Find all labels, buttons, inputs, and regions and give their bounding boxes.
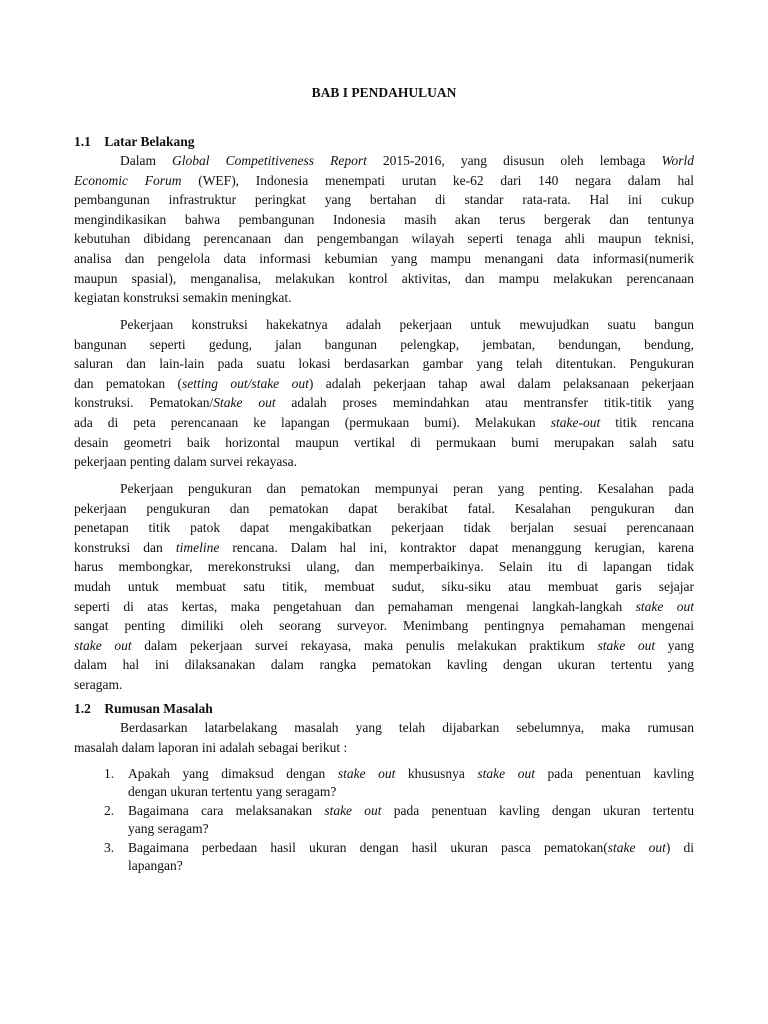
list-number: 2. bbox=[104, 803, 115, 818]
text-run: Pekerjaan konstruksi hakekatnya adalah pekerjaan untuk mewujudkan suatu bangun bbox=[120, 317, 694, 332]
text-line bbox=[74, 171, 694, 191]
text-run: rencana. Dalam hal ini, kontraktor dapat menanggung kerugian, karena bbox=[219, 539, 694, 555]
text-run: mudah untuk membuat satu titik, membuat sudut, siku-siku atau membuat garis sejajar bbox=[74, 578, 694, 594]
text-run: dalam hal ini dilaksanakan dalam rangka pematokan kavling dengan ukuran tertentu yang bbox=[74, 657, 694, 673]
text-run: mengindikasikan bahwa pembangunan Indonesia masih akan terus bergerak dan tentunya bbox=[74, 211, 694, 227]
text-run: ) di bbox=[665, 840, 695, 855]
text-run: pada penentuan kavling dengan ukuran tertentu bbox=[381, 803, 694, 818]
text-run: konstruksi dan bbox=[74, 539, 176, 555]
italic-term: Stake out bbox=[213, 395, 276, 411]
text-line bbox=[74, 315, 694, 335]
section-number: 1.2 bbox=[74, 701, 91, 716]
text-run: adalah proses memindahkan atau mentransfer titik-titik yang bbox=[275, 395, 694, 411]
text-run: analisa dan pengelola data informasi kebumian yang mampu menangani data informasi(numerik bbox=[74, 250, 694, 266]
text-run: masalah dalam laporan ini adalah sebagai berikut : bbox=[74, 739, 348, 755]
section-heading-1-2 bbox=[74, 701, 213, 717]
text-line bbox=[74, 636, 694, 656]
italic-term: World bbox=[661, 153, 694, 168]
text-line bbox=[128, 839, 694, 857]
text-line bbox=[74, 518, 694, 538]
text-run: ada di peta perencanaan ke lapangan (permukaan bumi). Melakukan bbox=[74, 414, 551, 430]
text-run: kebutuhan dibidang perencanaan dan pengembangan wilayah seperti tenaga ahli maupun teknisi, bbox=[74, 231, 694, 247]
text-run: dan pematokan ( bbox=[74, 375, 183, 391]
italic-term: stake out bbox=[337, 766, 396, 781]
text-run: pembangunan infrastruktur peringkat yang bertahan di standar rata-rata. Hal ini cukup bbox=[74, 192, 694, 208]
text-run: yang bbox=[655, 637, 694, 653]
paragraph bbox=[74, 718, 694, 757]
text-line bbox=[128, 802, 694, 820]
text-run: lapangan? bbox=[128, 857, 183, 873]
list-number: 1. bbox=[104, 766, 115, 781]
numbered-list bbox=[104, 765, 694, 876]
italic-term: stake out bbox=[597, 637, 656, 653]
text-line bbox=[74, 557, 694, 577]
text-run: titik rencana bbox=[600, 414, 694, 430]
text-line bbox=[74, 616, 694, 636]
text-line bbox=[128, 857, 694, 875]
text-line bbox=[74, 210, 694, 230]
text-run: saluran dan lain-lain pada suatu lokasi berdasarkan gambar yang telah ditentukan. Pengukuran bbox=[74, 356, 694, 372]
text-run: penetapan titik patok dapat mengakibatkan pekerjaan tidak berjalan sesuai perencanaan bbox=[74, 520, 694, 536]
text-run: pada penentuan kavling bbox=[534, 766, 694, 781]
text-line bbox=[74, 335, 694, 355]
text-run: kegiatan konstruksi semakin meningkat. bbox=[74, 290, 292, 306]
text-line bbox=[74, 499, 694, 519]
text-run: sangat penting dimiliki oleh seorang surveyor. Menimbang pentingnya pemahaman mengenai bbox=[74, 618, 694, 634]
text-run: Berdasarkan latarbelakang masalah yang telah dijabarkan sebelumnya, maka rumusan bbox=[120, 720, 694, 735]
italic-term: stake out bbox=[635, 598, 694, 614]
italic-term: stake-out bbox=[550, 414, 601, 430]
text-line bbox=[74, 718, 694, 738]
text-run: 2015-2016, yang disusun oleh lembaga bbox=[366, 153, 662, 168]
list-item bbox=[104, 802, 694, 837]
text-run: dengan ukuran tertentu yang seragam? bbox=[128, 783, 337, 799]
text-run: Pekerjaan pengukuran dan pematokan mempunyai peran yang penting. Kesalahan pada bbox=[120, 481, 694, 496]
text-run: konstruksi. Pematokan/ bbox=[74, 395, 214, 411]
italic-term: stake out bbox=[324, 803, 382, 818]
italic-term: Economic Forum bbox=[74, 172, 182, 188]
text-run: bangunan seperti gedung, jalan bangunan pelengkap, jembatan, bendungan, bendung, bbox=[74, 336, 694, 352]
italic-term: stake out bbox=[74, 637, 132, 653]
text-line bbox=[74, 190, 694, 210]
text-line bbox=[74, 354, 694, 374]
section-title: Latar Belakang bbox=[104, 134, 195, 149]
text-line bbox=[74, 479, 694, 499]
text-line bbox=[74, 269, 694, 289]
text-run: Bagaimana perbedaan hasil ukuran dengan hasil ukuran pasca pematokan( bbox=[128, 840, 608, 855]
text-line bbox=[74, 577, 694, 597]
section-number: 1.1 bbox=[74, 134, 91, 149]
text-line bbox=[128, 783, 694, 801]
text-run: Apakah yang dimaksud dengan bbox=[128, 766, 338, 781]
text-run: khususnya bbox=[395, 766, 478, 781]
text-line bbox=[74, 655, 694, 675]
text-run: Bagaimana cara melaksanakan bbox=[128, 803, 325, 818]
text-run: harus membongkar, merekonstruksi ulang, dan memperbaikinya. Selain itu di lapangan tidak bbox=[74, 559, 694, 575]
text-line bbox=[74, 433, 694, 453]
italic-term: stake out bbox=[477, 766, 535, 781]
text-line bbox=[74, 538, 694, 558]
text-run: ) adalah pekerjaan tahap awal dalam pelaksanaan pekerjaan bbox=[308, 375, 694, 391]
text-line bbox=[74, 151, 694, 171]
section-title: Rumusan Masalah bbox=[104, 701, 213, 716]
text-line bbox=[74, 452, 694, 472]
text-line bbox=[74, 597, 694, 617]
text-line bbox=[74, 229, 694, 249]
paragraph bbox=[74, 151, 694, 308]
list-number: 3. bbox=[104, 840, 115, 855]
text-line bbox=[74, 393, 694, 413]
italic-term: stake out bbox=[607, 840, 666, 855]
text-run: Dalam bbox=[120, 153, 173, 168]
text-run: pekerjaan pengukuran dan pematokan dapat berakibat fatal. Kesalahan pengukuran dan bbox=[74, 500, 694, 516]
text-line bbox=[74, 413, 694, 433]
text-run: dalam pekerjaan survei rekayasa, maka penulis melakukan praktikum bbox=[131, 637, 598, 653]
paragraph bbox=[74, 479, 694, 695]
paragraph bbox=[74, 315, 694, 472]
text-run: seperti di atas kertas, maka pengetahuan dan pemahaman mengenai langkah-langkah bbox=[74, 598, 636, 614]
text-run: seragam. bbox=[74, 676, 123, 692]
text-line bbox=[74, 288, 694, 308]
list-item bbox=[104, 839, 694, 874]
text-line bbox=[128, 765, 694, 783]
text-line bbox=[74, 249, 694, 269]
text-run: desain geometri baik horizontal maupun vertikal di permukaan bumi merupakan salah satu bbox=[74, 434, 694, 450]
italic-term: timeline bbox=[175, 539, 220, 555]
text-run: pekerjaan penting dalam survei rekayasa. bbox=[74, 454, 298, 470]
text-line bbox=[74, 374, 694, 394]
text-line bbox=[128, 820, 694, 838]
text-line bbox=[74, 738, 694, 758]
italic-term: Global Competitiveness Report bbox=[172, 153, 367, 168]
page-title: BAB I PENDAHULUAN bbox=[311, 85, 457, 100]
section-heading-1-1 bbox=[74, 134, 195, 150]
italic-term: setting out/stake out bbox=[182, 375, 309, 391]
text-run: (WEF), Indonesia menempati urutan ke-62 dari 140 negara dalam hal bbox=[181, 172, 694, 188]
text-run: yang seragam? bbox=[128, 820, 209, 836]
text-line bbox=[74, 675, 694, 695]
text-run: maupun spasial), menganalisa, melakukan kontrol aktivitas, dan mampu melakukan perencanaan bbox=[74, 270, 694, 286]
list-item bbox=[104, 765, 694, 800]
